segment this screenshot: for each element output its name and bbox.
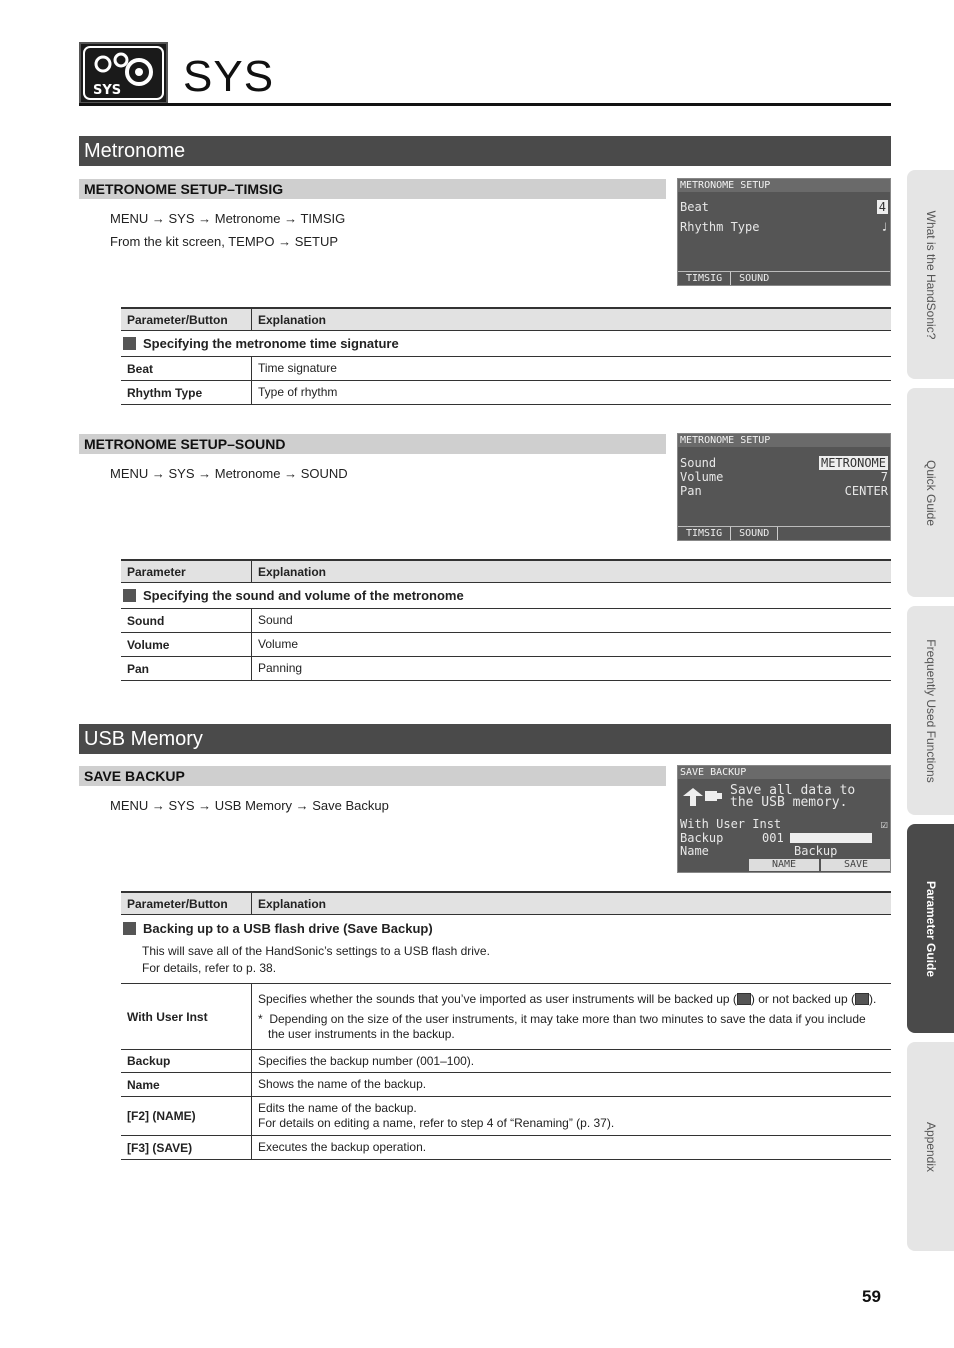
group-title: Backing up to a USB flash drive (Save Backup) bbox=[143, 920, 433, 936]
lcd-screen-timsig bbox=[677, 178, 891, 286]
lcd-row-volume bbox=[680, 470, 888, 484]
lcd-row-beat bbox=[680, 200, 888, 214]
side-tab-frequently-used[interactable] bbox=[907, 606, 954, 815]
desc-text: ) or not backed up ( bbox=[750, 991, 855, 1006]
page-number: 59 bbox=[862, 1287, 881, 1306]
lcd-tabs bbox=[678, 271, 890, 285]
table-sound bbox=[121, 559, 891, 681]
group-title: Specifying the sound and volume of the metronome bbox=[143, 588, 464, 603]
menu-path-sound: MENU → SYS → Metronome → SOUND bbox=[110, 466, 348, 481]
lcd-value: 001 bbox=[762, 831, 784, 845]
side-tab-label: Frequently Used Functions bbox=[923, 638, 938, 783]
lcd-screen-save-backup bbox=[677, 765, 891, 873]
lcd-row-pan bbox=[680, 484, 888, 498]
section-metronome: Metronome bbox=[79, 136, 891, 166]
sys-icon-label: SYS bbox=[93, 83, 122, 98]
table-timsig bbox=[121, 307, 891, 405]
side-tab-appendix[interactable] bbox=[907, 1042, 954, 1251]
param-desc: Panning bbox=[258, 661, 303, 675]
checkbox-checked-icon: ☑ bbox=[880, 817, 888, 831]
lcd-value: ♩ bbox=[880, 220, 888, 234]
lcd-row-backup bbox=[680, 831, 888, 845]
param-name: Pan bbox=[121, 657, 252, 680]
lcd-label: Pan bbox=[680, 484, 702, 498]
col-header-explanation: Explanation bbox=[258, 565, 327, 579]
table-row bbox=[121, 1073, 891, 1097]
lcd-title: METRONOME SETUP bbox=[678, 434, 890, 447]
table-group-note bbox=[121, 941, 891, 984]
side-tab-what-is[interactable] bbox=[907, 170, 954, 379]
table-row bbox=[121, 1097, 891, 1136]
table-row bbox=[121, 1136, 891, 1160]
param-name: Beat bbox=[121, 357, 252, 380]
table-group-row bbox=[121, 915, 891, 941]
sys-gear-icon-graphic bbox=[81, 44, 166, 102]
desc-footnote: * Depending on the size of the user instruments, it may take more than two minutes to save the data if you include the user instruments in the backup. bbox=[258, 1011, 866, 1041]
table-row bbox=[121, 984, 891, 1050]
lcd-tab-sound: SOUND bbox=[739, 273, 770, 284]
lcd-screen-sound bbox=[677, 433, 891, 541]
lcd-label: Volume bbox=[680, 470, 724, 484]
col-header-param: Parameter/Button bbox=[121, 309, 252, 330]
table-row bbox=[121, 1050, 891, 1073]
table-header bbox=[121, 559, 891, 583]
lcd-message-line2 bbox=[730, 796, 888, 810]
lcd-value: 7 bbox=[880, 470, 888, 484]
param-name: Name bbox=[121, 1073, 252, 1096]
title-rule bbox=[79, 103, 891, 106]
side-tab-label: Appendix bbox=[923, 1121, 938, 1172]
side-tab-label: Quick Guide bbox=[923, 459, 938, 526]
subheading-sound: METRONOME SETUP–SOUND bbox=[79, 434, 666, 454]
col-header-explanation: Explanation bbox=[258, 897, 327, 911]
param-desc: Time signature bbox=[258, 361, 337, 375]
menu-path-timsig: MENU → SYS → Metronome → TIMSIG bbox=[110, 211, 346, 226]
lcd-tabs bbox=[678, 526, 890, 540]
subheading-timsig: METRONOME SETUP–TIMSIG bbox=[79, 179, 666, 199]
col-header-explanation: Explanation bbox=[258, 313, 327, 327]
table-row bbox=[121, 657, 891, 681]
param-name: [F2] (NAME) bbox=[121, 1097, 252, 1135]
table-row bbox=[121, 357, 891, 381]
table-group-row bbox=[121, 331, 891, 357]
param-desc: Specifies the backup number (001–100). bbox=[258, 1053, 475, 1068]
lcd-label: Beat bbox=[680, 200, 709, 214]
menu-path-save-backup: MENU → SYS → USB Memory → Save Backup bbox=[110, 798, 389, 813]
param-name: Rhythm Type bbox=[121, 381, 252, 404]
square-bullet-icon bbox=[123, 589, 136, 602]
table-row bbox=[121, 381, 891, 405]
lcd-name-field bbox=[790, 833, 872, 843]
param-desc bbox=[252, 1097, 891, 1135]
desc-text: ). bbox=[868, 991, 877, 1006]
lcd-value: 4 bbox=[878, 200, 886, 214]
table-row bbox=[121, 609, 891, 633]
page-title: SYS bbox=[183, 52, 275, 101]
usb-drive-icon bbox=[681, 786, 725, 808]
lcd-button-name: NAME bbox=[749, 859, 819, 871]
param-name: With User Inst bbox=[121, 984, 252, 1049]
section-usb-memory: USB Memory bbox=[79, 724, 891, 754]
table-header bbox=[121, 891, 891, 915]
lcd-tab-timsig: TIMSIG bbox=[686, 528, 723, 539]
desc-text: Specifies whether the sounds that you’ve imported as user instruments will be backed up ( bbox=[258, 991, 737, 1006]
square-bullet-icon bbox=[123, 337, 136, 350]
param-name: [F3] (SAVE) bbox=[121, 1136, 252, 1159]
param-desc: Executes the backup operation. bbox=[258, 1140, 427, 1154]
lcd-label: Sound bbox=[680, 456, 717, 470]
param-name: Sound bbox=[121, 609, 252, 632]
param-desc: Sound bbox=[258, 613, 293, 627]
table-save-backup bbox=[121, 891, 891, 1160]
lcd-label: Name bbox=[680, 844, 709, 858]
desc-line: Edits the name of the backup. bbox=[258, 1101, 417, 1115]
lcd-button-save: SAVE bbox=[821, 859, 891, 871]
param-desc bbox=[252, 984, 891, 1049]
group-title: Specifying the metronome time signature bbox=[143, 336, 399, 351]
lcd-title: SAVE BACKUP bbox=[678, 766, 890, 779]
lcd-label: Backup bbox=[680, 831, 724, 845]
side-tab-quick-guide[interactable] bbox=[907, 388, 954, 597]
side-tab-label: What is the HandSonic? bbox=[923, 210, 938, 339]
desc-line: For details on editing a name, refer to step 4 of “Renaming” (p. 37). bbox=[258, 1116, 615, 1130]
lcd-title: METRONOME SETUP bbox=[678, 179, 890, 192]
table-group-row bbox=[121, 583, 891, 609]
lcd-value: CENTER bbox=[844, 484, 888, 498]
col-header-param: Parameter bbox=[121, 561, 252, 582]
lcd-label: Rhythm Type bbox=[680, 220, 760, 234]
subheading-save-backup: SAVE BACKUP bbox=[79, 766, 666, 786]
desc-line bbox=[258, 992, 885, 1007]
param-name: Backup bbox=[121, 1050, 252, 1072]
lcd-row-name bbox=[680, 844, 888, 858]
note-line: For details, refer to p. 38. bbox=[142, 961, 277, 975]
table-header bbox=[121, 307, 891, 331]
lcd-message-text: the USB memory. bbox=[730, 795, 848, 810]
side-tab-label: Parameter Guide bbox=[923, 880, 938, 977]
lcd-value: METRONOME bbox=[820, 456, 886, 470]
lcd-row-with-user-inst bbox=[680, 817, 888, 831]
param-desc: Shows the name of the backup. bbox=[258, 1077, 427, 1091]
table-row bbox=[121, 633, 891, 657]
lcd-tab-sound: SOUND bbox=[730, 527, 778, 540]
lcd-label: With User Inst bbox=[680, 817, 782, 831]
checkbox-checked-icon bbox=[737, 993, 751, 1005]
menu-path-timsig-alt: From the kit screen, TEMPO → SETUP bbox=[110, 234, 339, 249]
lcd-tab-timsig: TIMSIG bbox=[678, 272, 731, 285]
param-name: Volume bbox=[121, 633, 252, 656]
lcd-row-sound bbox=[680, 456, 888, 470]
checkbox-unchecked-icon bbox=[855, 993, 869, 1005]
sys-gear-icon bbox=[79, 42, 168, 104]
lcd-row-rhythm-type bbox=[680, 220, 888, 234]
param-desc: Volume bbox=[258, 637, 299, 651]
lcd-value: Backup bbox=[794, 844, 838, 858]
note-line: This will save all of the HandSonic’s settings to a USB flash drive. bbox=[142, 944, 490, 958]
col-header-param: Parameter/Button bbox=[121, 893, 252, 914]
lcd-message-text: Save all data to bbox=[730, 783, 856, 798]
square-bullet-icon bbox=[123, 922, 136, 935]
side-tab-parameter-guide[interactable] bbox=[907, 824, 954, 1033]
param-desc: Type of rhythm bbox=[258, 385, 338, 399]
